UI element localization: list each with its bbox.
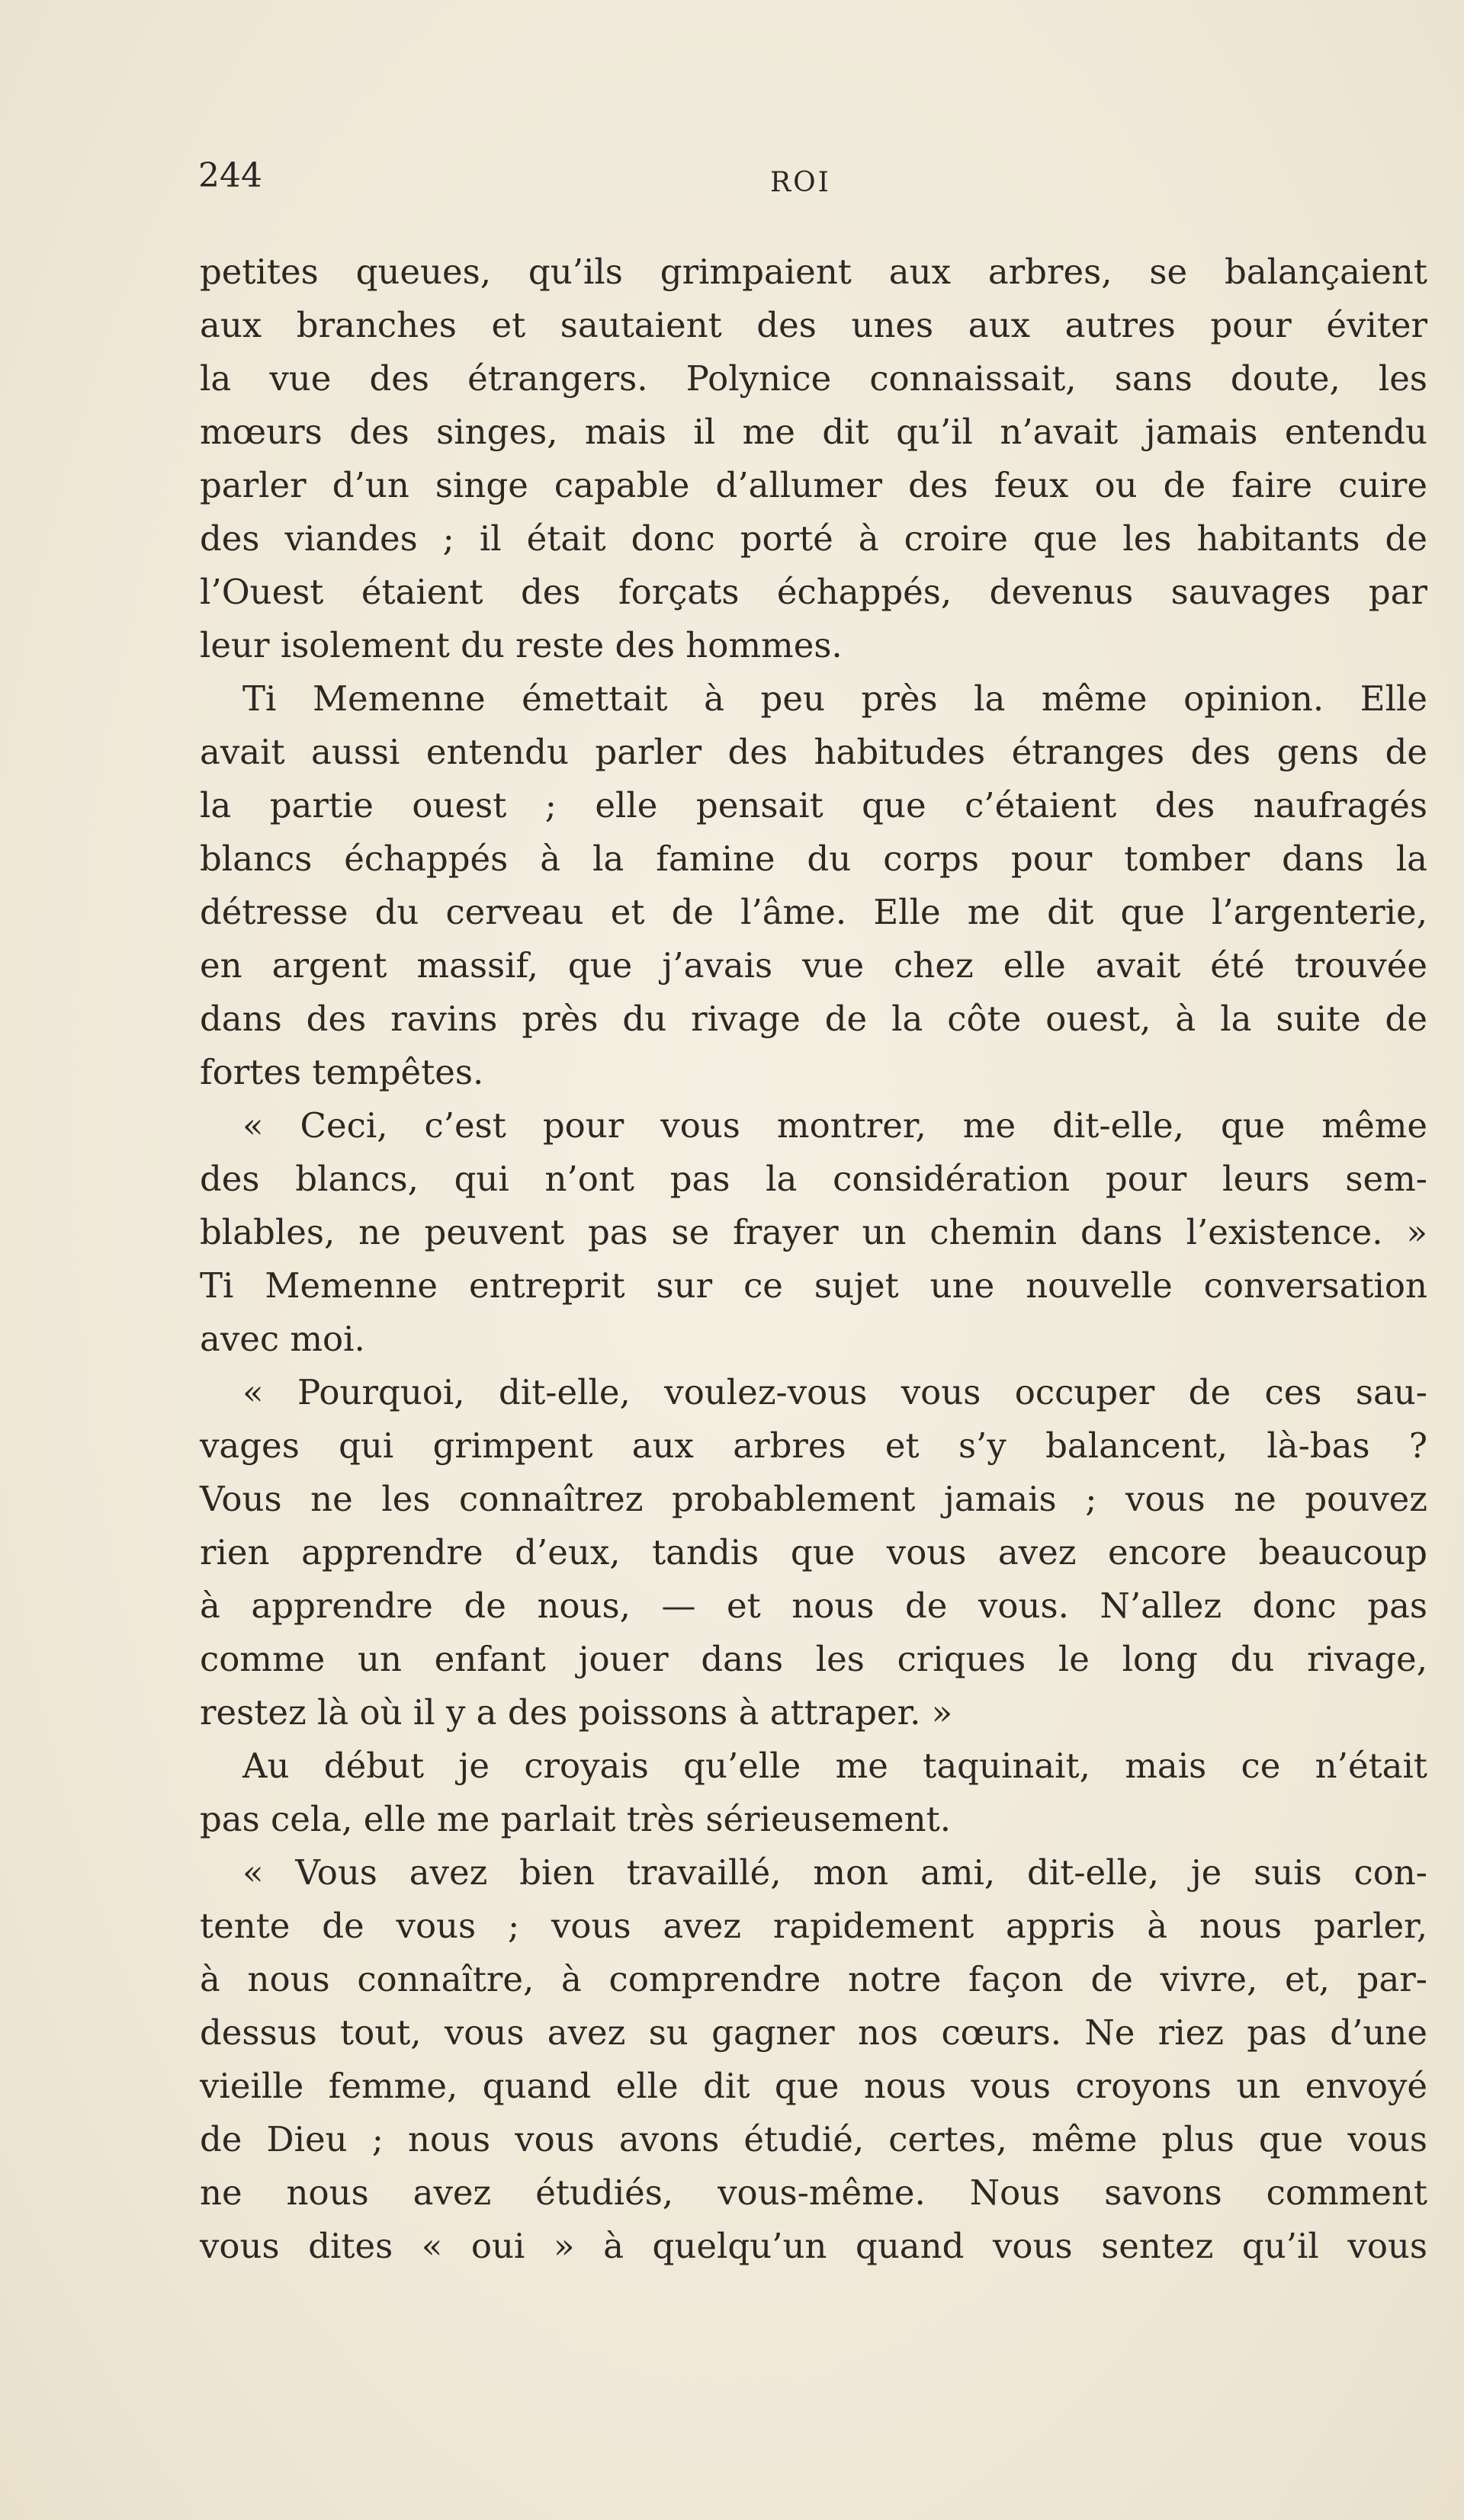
text-line: Vous ne les connaîtrez probablement jamais ; vous ne pouvez (200, 1479, 1427, 1519)
text-line: dans des ravins près du rivage de la côte ouest, à la suite de (200, 999, 1427, 1039)
text-line: Ti Memenne émettait à peu près la même opinion. Elle (242, 678, 1427, 719)
text-line: pas cela, elle me parlait très sérieusement. (200, 1799, 952, 1839)
text-line: la vue des étrangers. Polynice connaissait, sans doute, les (200, 358, 1427, 399)
text-line: détresse du cerveau et de l’âme. Elle me dit que l’argenterie, (200, 892, 1427, 932)
text-line: aux branches et sautaient des unes aux autres pour éviter (200, 305, 1427, 345)
text-line: Au début je croyais qu’elle me taquinait, mais ce n’était (242, 1746, 1427, 1786)
text-line: leur isolement du reste des hommes. (200, 625, 843, 665)
text-line: tente de vous ; vous avez rapidement appris à nous parler, (200, 1906, 1427, 1946)
text-line: des blancs, qui n’ont pas la considération pour leurs sem- (200, 1159, 1427, 1199)
text-line: fortes tempêtes. (200, 1052, 484, 1092)
body-text (200, 245, 1427, 2273)
text-line: rien apprendre d’eux, tandis que vous avez encore beaucoup (200, 1532, 1427, 1573)
text-line: restez là où il y a des poissons à attraper. » (200, 1692, 953, 1733)
text-line: à nous connaître, à comprendre notre façon de vivre, et, par- (200, 1959, 1427, 1999)
text-line: Ti Memenne entreprit sur ce sujet une nouvelle conversation (200, 1265, 1427, 1306)
text-line: parler d’un singe capable d’allumer des feux ou de faire cuire (200, 465, 1427, 505)
text-line: « Vous avez bien travaillé, mon ami, dit-elle, je suis con- (242, 1852, 1427, 1893)
text-line: en argent massif, que j’avais vue chez elle avait été trouvée (200, 945, 1427, 986)
text-line: blables, ne peuvent pas se frayer un chemin dans l’existence. » (200, 1212, 1427, 1252)
text-line: vous dites « oui » à quelqu’un quand vous sentez qu’il vous (200, 2226, 1427, 2266)
text-line: blancs échappés à la famine du corps pour tomber dans la (200, 838, 1427, 879)
text-line: à apprendre de nous, — et nous de vous. N’allez donc pas (200, 1585, 1427, 1626)
text-line: dessus tout, vous avez su gagner nos cœurs. Ne riez pas d’une (200, 2012, 1427, 2053)
text-line: avait aussi entendu parler des habitudes étranges des gens de (200, 732, 1427, 772)
text-line: la partie ouest ; elle pensait que c’étaient des naufragés (200, 785, 1427, 826)
text-line: comme un enfant jouer dans les criques le long du rivage, (200, 1639, 1427, 1679)
text-line: « Pourquoi, dit-elle, voulez-vous vous occuper de ces sau- (242, 1372, 1427, 1412)
text-line: « Ceci, c’est pour vous montrer, me dit-elle, que même (242, 1105, 1427, 1146)
running-title: ROI (770, 167, 831, 198)
text-line: avec moi. (200, 1319, 365, 1359)
page-number: 244 (198, 156, 262, 195)
text-line: mœurs des singes, mais il me dit qu’il n’avait jamais entendu (200, 412, 1427, 452)
text-line: des viandes ; il était donc porté à croire que les habitants de (200, 518, 1427, 559)
text-line: l’Ouest étaient des forçats échappés, devenus sauvages par (200, 572, 1427, 612)
text-line: vages qui grimpent aux arbres et s’y balancent, là-bas ? (200, 1425, 1427, 1466)
text-line: petites queues, qu’ils grimpaient aux arbres, se balançaient (200, 252, 1427, 292)
text-line: vieille femme, quand elle dit que nous vous croyons un envoyé (200, 2066, 1427, 2106)
text-line: ne nous avez étudiés, vous-même. Nous savons comment (200, 2172, 1427, 2213)
text-line: de Dieu ; nous vous avons étudié, certes, même plus que vous (200, 2119, 1427, 2159)
page-header (198, 156, 1427, 210)
